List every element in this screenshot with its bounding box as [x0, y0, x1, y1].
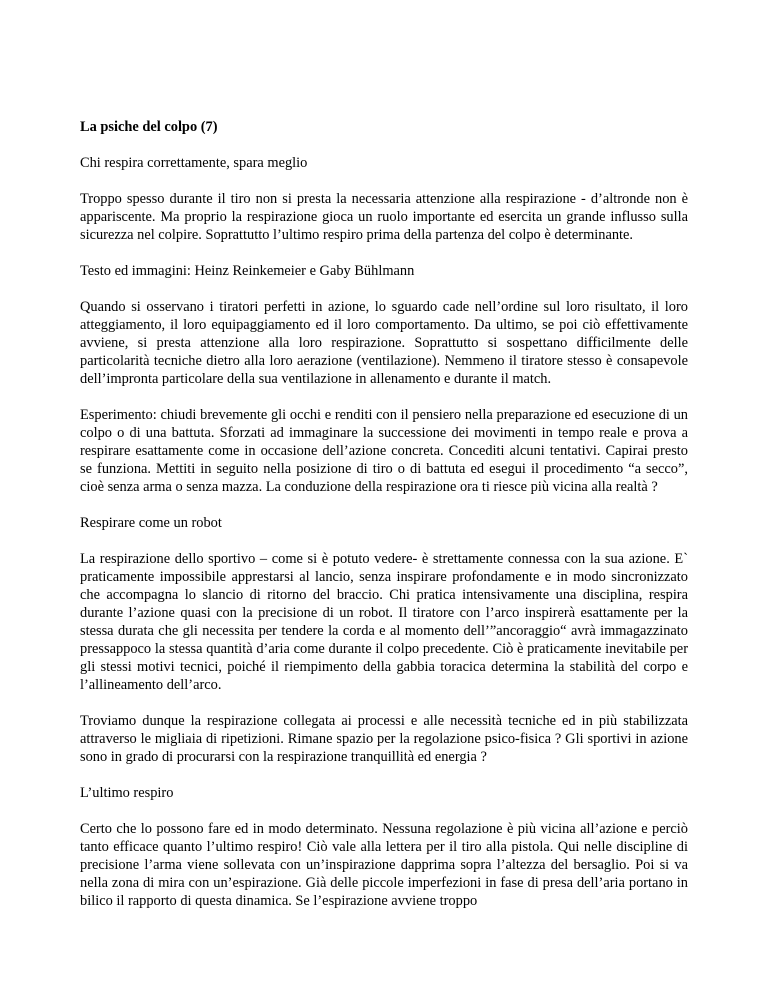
document-subtitle: Chi respira correttamente, spara meglio	[80, 155, 308, 171]
intro-paragraph: Troppo spesso durante il tiro non si presta la necessaria attenzione alla respirazione - d’altronde non è appariscente. Ma proprio la respirazione gioca un ruolo importante ed esercita un grande influsso sulla sicurezza nel colpire. Soprattutto l’ultimo respiro prima della partenza del colpo è determinante.	[80, 191, 688, 243]
section-heading-robot: Respirare come un robot	[80, 515, 222, 531]
body-paragraph-1: Quando si osservano i tiratori perfetti in azione, lo sguardo cade nell’ordine sul loro risultato, il loro atteggiamento, il loro equipaggiamento ed il loro comportamento. Da ultimo, se poi ciò effettivamente avviene, si presta attenzione alla loro respirazione. Soprattutto si sospettano difficilmente delle particolarità tecniche dietro alla loro aerazione (ventilazione). Nemmeno il tiratore stesso è consapevole dell’impronta particolare della sua ventilazione in allenamento e durante il match.	[80, 299, 688, 387]
body-paragraph-3: La respirazione dello sportivo – come si è potuto vedere- è strettamente connessa con la sua azione. E` praticamente impossibile apprestarsi al lancio, senza inspirare profondamente e in modo sincronizzato che accompagna lo slancio di ritorno del braccio. Chi pratica intensivamente una disciplina, respira durante l’azione quasi con la precisione di un robot. Il tiratore con l’arco inspirerà esattamente per la stessa durata che gli necessita per tendere la corda e al momento dell’”ancoraggio“ avrà immagazzinato pressappoco la stessa quantità d’aria come durante il colpo precedente. Ciò è praticamente inevitabile per gli stessi motivi tecnici, poiché il riempimento della gabbia toracica determina la stabilità del corpo e l’allineamento dell’arco.	[80, 551, 688, 693]
document-page	[80, 118, 688, 928]
body-paragraph-5: Certo che lo possono fare ed in modo determinato. Nessuna regolazione è più vicina all’azione e perciò tanto efficace quanto l’ultimo respiro! Ciò vale alla lettera per il tiro alla pistola. Qui nelle discipline di precisione l’arma viene sollevata con un’inspirazione dapprima sopra l’altezza del bersaglio. Poi si va nella zona di mira con un’espirazione. Già delle piccole imperfezioni in fase di presa dell’aria portano in bilico il rapporto di questa dinamica. Se l’espirazione avviene troppo	[80, 821, 688, 909]
credits-line: Testo ed immagini: Heinz Reinkemeier e Gaby Bühlmann	[80, 263, 415, 279]
body-paragraph-2: Esperimento: chiudi brevemente gli occhi e renditi con il pensiero nella preparazione ed esecuzione di un colpo o di una battuta. Sforzati ad immaginare la successione dei movimenti in tempo reale e prova a respirare esattamente come in occasione dell’azione concreta. Concediti alcuni tentativi. Capirai presto se funziona. Mettiti in seguito nella posizione di tiro o di battuta ed esegui il procedimento “a secco”, cioè senza arma o senza mazza. La conduzione della respirazione ora ti riesce più vicina alla realtà ?	[80, 407, 688, 495]
body-paragraph-4: Troviamo dunque la respirazione collegata ai processi e alle necessità tecniche ed in più stabilizzata attraverso le migliaia di ripetizioni. Rimane spazio per la regolazione psico-fisica ? Gli sportivi in azione sono in grado di procurarsi con la respirazione tranquillità ed energia ?	[80, 713, 688, 765]
document-title: La psiche del colpo (7)	[80, 119, 218, 135]
section-heading-last-breath: L’ultimo respiro	[80, 785, 174, 801]
